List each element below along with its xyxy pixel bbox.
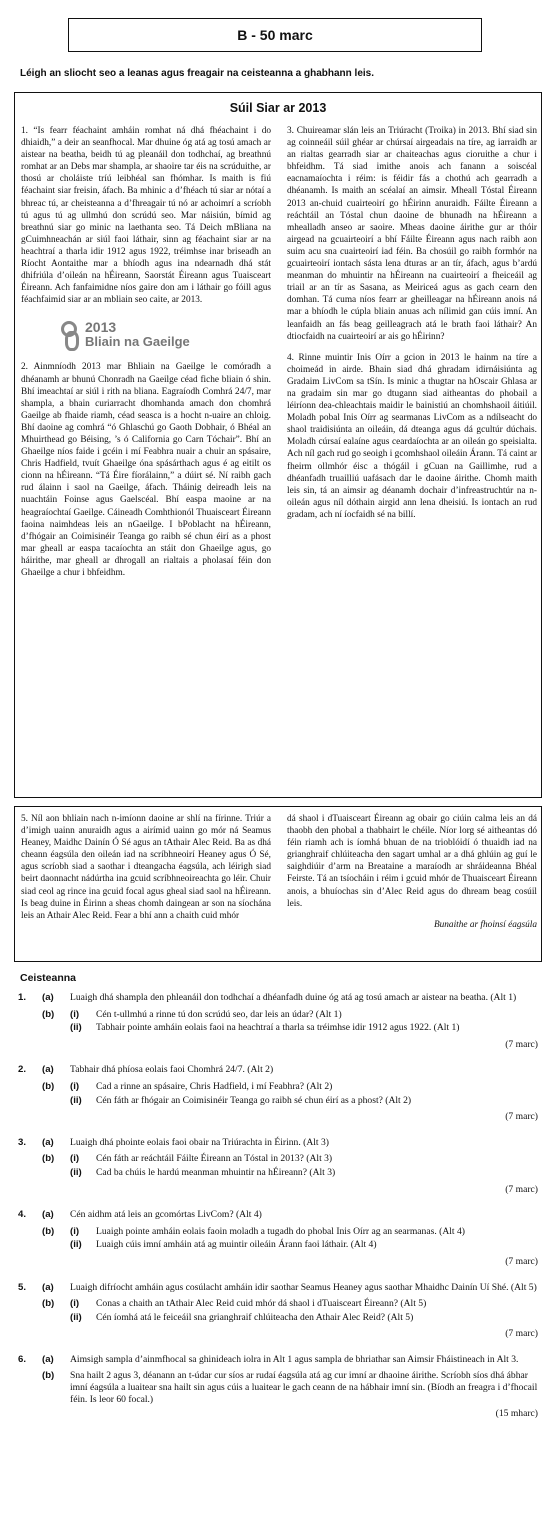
swirl-icon [59,319,81,349]
paragraph-5-part-1: 5. Níl aon bhliain nach n-imíonn daoine ar shlí na fírinne. Triúr a d’imigh uainn anuraidh agus a airímid uainn go mór ná Seamus Heaney, Maidhc Dainín Ó Sé agus an tAthair Alec Reid. Ba as dhá cheann éagsúla den oileán iad na scríbhneoirí Heaney agus Ó Sé, agus scríobh siad a saothar i dteangacha éagsúla, ach léirigh siad beirt daonnacht nádúrtha ina gcuid scríbhneoireachta go léir. Chuir siad ceol ag rince ina gcuid focal agus gheal siad saol na hÉireann. Is beag duine in Éirinn a sheas chomh daingean ar son na síochána leis an Athair Alec Reid. Fear a bhí ann a chaith cuid mhór [21,814,271,921]
paragraph-1: 1. “Is fearr féachaint amháin romhat ná dhá fhéachaint i do dhiaidh,” a deir an seanfhocal. Mar dhuine óg atá ag tosú amach ar aistear na beatha, beidh tú ag pleanáil don todhchaí, ag breathnú romhat ar an Debs mar shampla, ar shaoire tar éis na scrúduithe, ar thosú ar choláiste tríú leibhéal san fhómhar. Is maith is fiú féachaint siar freisin, áfach. Ba mhinic a d’fhéach tú siar ar nótaí a bhreac tú, ar cheisteanna a d’fhreagair tú nó ar achoimrí a scríobh tú agus tú ag ullmhú don scrúdú seo. Mar náisiún, bímid ag breathnú siar go minic na laethanta seo. Tá Deich mBliana na gCuimhneachán ar siúl faoi láthair, sinn ag féachaint siar ar na heachtraí a tharla idir 1912 agus 1922, tréimhse inar briseadh an Ríocht Aontaithe mar a bhíodh agus ina ndearnadh dhá stát dhifriúla d’oileán na hÉireann, Saorstát Éireann agus Tuaisceart Éireann. Ach fanfaimidne níos gaire don am i láthair go fóill agus féachfaimid siar ar an mbliain seo caite, ar 2013. [21,126,271,306]
section-title: B - 50 marc [237,27,313,43]
question-part-a: Luaigh dhá shampla den phleanáil don todhchaí a dhéanfadh duine óg atá ag tosú amach ar aistear na beatha. (Alt 1) [70,992,517,1003]
question-part-b-i: Conas a chaith an tAthair Alec Reid cuid mhór dá shaol i dTuaisceart Éireann? (Alt 5) [96,1298,427,1310]
question-number: 1. [18,992,27,1003]
marks: (7 marc) [505,1328,538,1340]
question-part-b-ii: Luaigh cúis imní amháin atá ag muintir oileáin Árann faoi láthair. (Alt 4) [96,1239,377,1251]
question-part-a: Cén aidhm atá leis an gcomórtas LivCom? (Alt 4) [70,1209,262,1221]
passage2-column-right [287,813,537,931]
question-part-b-i: Cén t-ullmhú a rinne tú don scrúdú seo, dar leis an údar? (Alt 1) [96,1008,342,1020]
question-number: 2. [18,1064,27,1076]
question-part-b-ii: Tabhair pointe amháin eolais faoi na heachtraí a tharla sa tréimhse idir 1912 agus 1922. (Alt 1) [96,1022,460,1034]
question-2: 2. (a) Tabhair dhá phíosa eolais faoi Chomhrá 24/7. (Alt 2) (b) (i) Cad a rinne an spásaire, Chris Hadfield, i mí Feabhra? (Alt 2) (ii) Cén fáth ar fhógair an Coimisinéir Teanga go raibh sé chun éirí as a phost? (Alt 2) (7 marc) [18,1064,538,1123]
question-part-a: Tabhair dhá phíosa eolais faoi Chomhrá 24/7. (Alt 2) [70,1064,274,1076]
paragraph-4: 4. Rinne muintir Inis Oírr a gcion in 2013 le hainm na tíre a choimeád in airde. Bhain siad dhá ghradam idirnáisiúnta ag Gradaim LivCom sa tSín. Is minic a thugtar na hOscair Ghlasa ar na gradaim sin mar go dtugann siad aitheantas do phobail a léiríonn dea-chleachtais maidir le bainistiú an chomhshaoil áitiúil. Moladh pobal Inis Oírr ag searmanas LivCom as a ndílseacht do shaol traidisiúnta an oileáin, dá dteanga agus dá gcultúr dúchais. Moladh cúrsaí ealaíne agus ceardaíochta ar an oileán go speisialta. Ach níl gach rud go seoigh i gcomhshaol oileáin Árann. Tá caint ar fheirm ollmhór éisc a thógáil i gCuan na Gaillimhe, rud a dhéanfadh truailliú uafásach dar le daoine áirithe. Chomh maith leis sin, tá an aimsir ag déanamh dochair d’infreastruchtúr na n-oileán agus níl dóthain airgid ann lena dheisiú. Is iontach an rud gradam, ach ní íocfaidh sé na billí. [287,352,537,520]
questions-list [18,992,538,1434]
question-number: 3. [18,1136,27,1148]
marks: (7 marc) [505,1255,538,1267]
passage-column-left [21,125,271,588]
marks: (7 marc) [505,1038,538,1050]
question-part-b-ii: Cad ba chúis le hardú meanman mhuintir na hÉireann? (Alt 3) [96,1166,336,1178]
logo-text: Bliain na Gaeilge [85,333,190,349]
question-part-a: Luaigh difríocht amháin agus cosúlacht amháin idir saothar Seamus Heaney agus saothar Mhaidhc Dainín Uí Shé. (Alt 5) [70,1281,537,1293]
passage-title: Súil Siar ar 2013 [229,101,327,115]
instruction: Léigh an sliocht seo a leanas agus freagair na ceisteanna a ghabhann leis. [20,68,375,79]
source-note: Bunaithe ar fhoinsí éagsúla [433,919,537,930]
section-header [68,18,482,52]
question-number: 5. [18,1281,27,1293]
question-part-b-i: Luaigh pointe amháin eolais faoin moladh a tugadh do phobal Inis Oírr ag an searmanas. (Alt 4) [96,1225,465,1237]
passage-box [14,92,542,798]
question-part-a: Aimsigh sampla d’ainmfhocal sa ghinideach iolra in Alt 1 agus sampla de bhriathar san Aimsir Fháistineach in Alt 3. [70,1353,519,1365]
question-4: 4. (a) Cén aidhm atá leis an gcomórtas LivCom? (Alt 4) (b) (i) Luaigh pointe amháin eolais faoin moladh a tugadh do phobal Inis Oírr ag an searmanas. (Alt 4) (ii) Luaigh cúis imní amháin atá ag muintir oileáin Árann faoi láthair. (Alt 4) (7 marc) [18,1209,538,1267]
bliain-na-gaeilge-logo [59,315,271,353]
questions-heading: Ceisteanna [20,972,77,984]
paragraph-5-part-2: dá shaol i dTuaisceart Éireann ag obair go ciúin calma leis an dá thaobh den phobal a thabhairt le chéile. Níor lorg sé aitheantas dó féin riamh ach is íomhá bhuan de na trioblóidí ó thuaidh iad na grianghraif chlúiteacha den sagart umhal ar a dhá ghlúin ag guí le saighdiúir d’arm na Breataine a maraíodh ar shráideanna Bhéal Feirste. Tá an tsíocháin i réim i gcuid mhór de Thuaisceart Éireann anois, a bhuíochas sin d’Alec Reid agus do dhream beag cosúil leis. [287,814,537,909]
marks: (7 marc) [505,1183,538,1195]
question-part-b-i: Cad a rinne an spásaire, Chris Hadfield, i mí Feabhra? (Alt 2) [96,1080,333,1092]
paragraph-3: 3. Chuireamar slán leis an Triúracht (Troika) in 2013. Bhí siad sin ag coinneáil súil ghéar ar chúrsaí airgeadais na tíre, ag iarraidh ar an rialtas gearradh siar ar chaiteachas agus cioruithe a chur i bhfeidhm. Tá siad imithe anois ach fanann a soiscéal eacnamaíochta i réim: is féidir fás a chothú ach gearradh a dhéanamh. Is maith an scéalaí an aimsir. Mheall Tóstal Éireann 2013 an-chuid cuairteoirí go hÉirinn anuraidh. Fáilte Éireann a reáchtáil an Tóstal chun daoine de bhunadh na hÉireann a mhealladh anseo ar saoire. Mheas daoine áirithe gur ar thóir airgead na gcuairteoirí a bhí Fáilte Éireann agus nach raibh aon suim acu sna cuairteoirí iad féin. Ba chosúil go raibh formhór na gcuairteoirí iontach sásta lena dturas ar an tír, áfach, agus b’ardú meanman do mhuintir na hÉireann na cuairteoirí a fheiceáil ag triail ar an tír as Sasana, as Meiriceá agus as gach cearn den domhan. Tá cuma níos fearr ar gheilleagar na hÉireann anois ná mar a bhíodh le cúpla bliain anuas ach nílimid gan cúis imní. An leanfaidh an fás beag geilleagrach atá le brath faoi láthair? An dtiocfaidh na cuairteoirí ar ais go hÉirinn? [287,126,537,342]
marks: (7 marc) [505,1111,538,1123]
question-number: 6. [18,1353,27,1365]
passage-column-right [287,125,537,530]
question-part-b: Sna hailt 2 agus 3, déanann an t-údar cur síos ar rudaí éagsúla atá ag cur imní ar dhaoine áirithe. Scríobh síos dhá ábhar imní éagsúla a luaitear sna hailt sin agus cúis a luaitear le gach ceann de na hábhair imní sin. (Bíodh an freagra i d’fhocail féin. Is leor 60 focal.) [70,1370,538,1405]
question-part-b-ii: Cén íomhá atá le feiceáil sna grianghraif chlúiteacha den Athair Alec Reid? (Alt 5) [96,1311,414,1323]
marks: (15 mharc) [495,1408,538,1420]
question-number: 4. [18,1209,27,1221]
question-6: 6. (a) Aimsigh sampla d’ainmfhocal sa ghinideach iolra in Alt 1 agus sampla de bhriathar san Aimsir Fháistineach in Alt 3. (b) Sna hailt 2 agus 3, déanann an t-údar cur síos ar rudaí éagsúla atá ag cur imní ar dhaoine áirithe. Scríobh síos dhá ábhar imní éagsúla a luaitear sna hailt sin agus cúis a luaitear le gach ceann de na hábhair imní sin. (Bíodh an freagra i d’fhocail féin. Is leor 60 focal.) (15 mharc) [18,1353,538,1420]
question-1: 1. (a) Luaigh dhá shampla den phleanáil don todhchaí a dhéanfadh duine óg atá ag tosú amach ar aistear na beatha. (Alt 1) (b) (i) Cén t-ullmhú a rinne tú don scrúdú seo, dar leis an údar? (Alt 1) (ii) Tabhair pointe amháin eolais faoi na heachtraí a tharla sa tréimhse idir 1912 agus 1922. (Alt 1) (7 marc) [18,992,538,1050]
question-part-b-ii: Cén fáth ar fhógair an Coimisinéir Teanga go raibh sé chun éirí as a phost? (Alt 2) [96,1094,412,1106]
question-part-b-i: Cén fáth ar reáchtáil Fáilte Éireann an Tóstal in 2013? (Alt 3) [96,1153,333,1165]
question-3: 3. (a) Luaigh dhá phointe eolais faoi obair na Triúrachta in Éirinn. (Alt 3) (b) (i) Cén fáth ar reáchtáil Fáilte Éireann an Tóstal in 2013? (Alt 3) (ii) Cad ba chúis le hardú meanman mhuintir na hÉireann? (Alt 3) (7 marc) [18,1136,538,1195]
passage2-column-left [21,813,271,931]
paragraph-2: 2. Ainmníodh 2013 mar Bhliain na Gaeilge le comóradh a dhéanamh ar bhunú Chonradh na Gaeilge céad fiche bliain ó shin. Bhí imeachtaí ar siúl i rith na bliana. Eagraíodh Comhrá 24/7, mar shampla, a bhain curiarracht dhomhanda amach don chomhrá Gaeilge ab fhaide riamh, céad seasca is a hocht n-uaire an chloig. Bhí daoine ag comhrá “ó Ghlaschú go Gaoth Dobhair, ó Bhéal an Mhuirthead go Béising, ’s ó California go Carn Tóchair”. Bhí an Ghaeilge níos faide i gcéin i mí Feabhra nuair a chuir an spásaire, Chris Hadfield, tvuít Ghaeilge óna spásárthach agus é ag eitilt os cionn na hÉireann. “Tá Éire fíorálainn,” a dúirt sé. Ní raibh gach rud álainn i saol na Gaeilge, áfach. Tháinig deireadh leis na nuachtáin Foinse agus Gaelscéal. Bhí easpa maoine ar na heagraíochtaí Gaeilge. Cáineadh Comhthionól Thuaisceart Éireann faoina naimhdeas leis an nGaeilge. I bPoblacht na hÉireann, d’fhógair an Coimisinéir Teanga go raibh sé chun éirí as a phost mar gheall ar easpa tacaíochta an stáit don Ghaeilge agus, go háirithe, mar gheall ar dhrogall an rialtais a pholasaí féin don Ghaeilge a chur i bhfeidhm. [21,362,271,578]
question-5: 5. (a) Luaigh difríocht amháin agus cosúlacht amháin idir saothar Seamus Heaney agus saothar Mhaidhc Dainín Uí Shé. (Alt 5) (b) (i) Conas a chaith an tAthair Alec Reid cuid mhór dá shaol i dTuaisceart Éireann? (Alt 5) (ii) Cén íomhá atá le feiceáil sna grianghraif chlúiteacha den Athair Alec Reid? (Alt 5) (7 marc) [18,1281,538,1340]
passage-box-continued [14,806,542,962]
logo-year: 2013 [85,318,117,335]
question-part-a: Luaigh dhá phointe eolais faoi obair na Triúrachta in Éirinn. (Alt 3) [70,1136,329,1148]
